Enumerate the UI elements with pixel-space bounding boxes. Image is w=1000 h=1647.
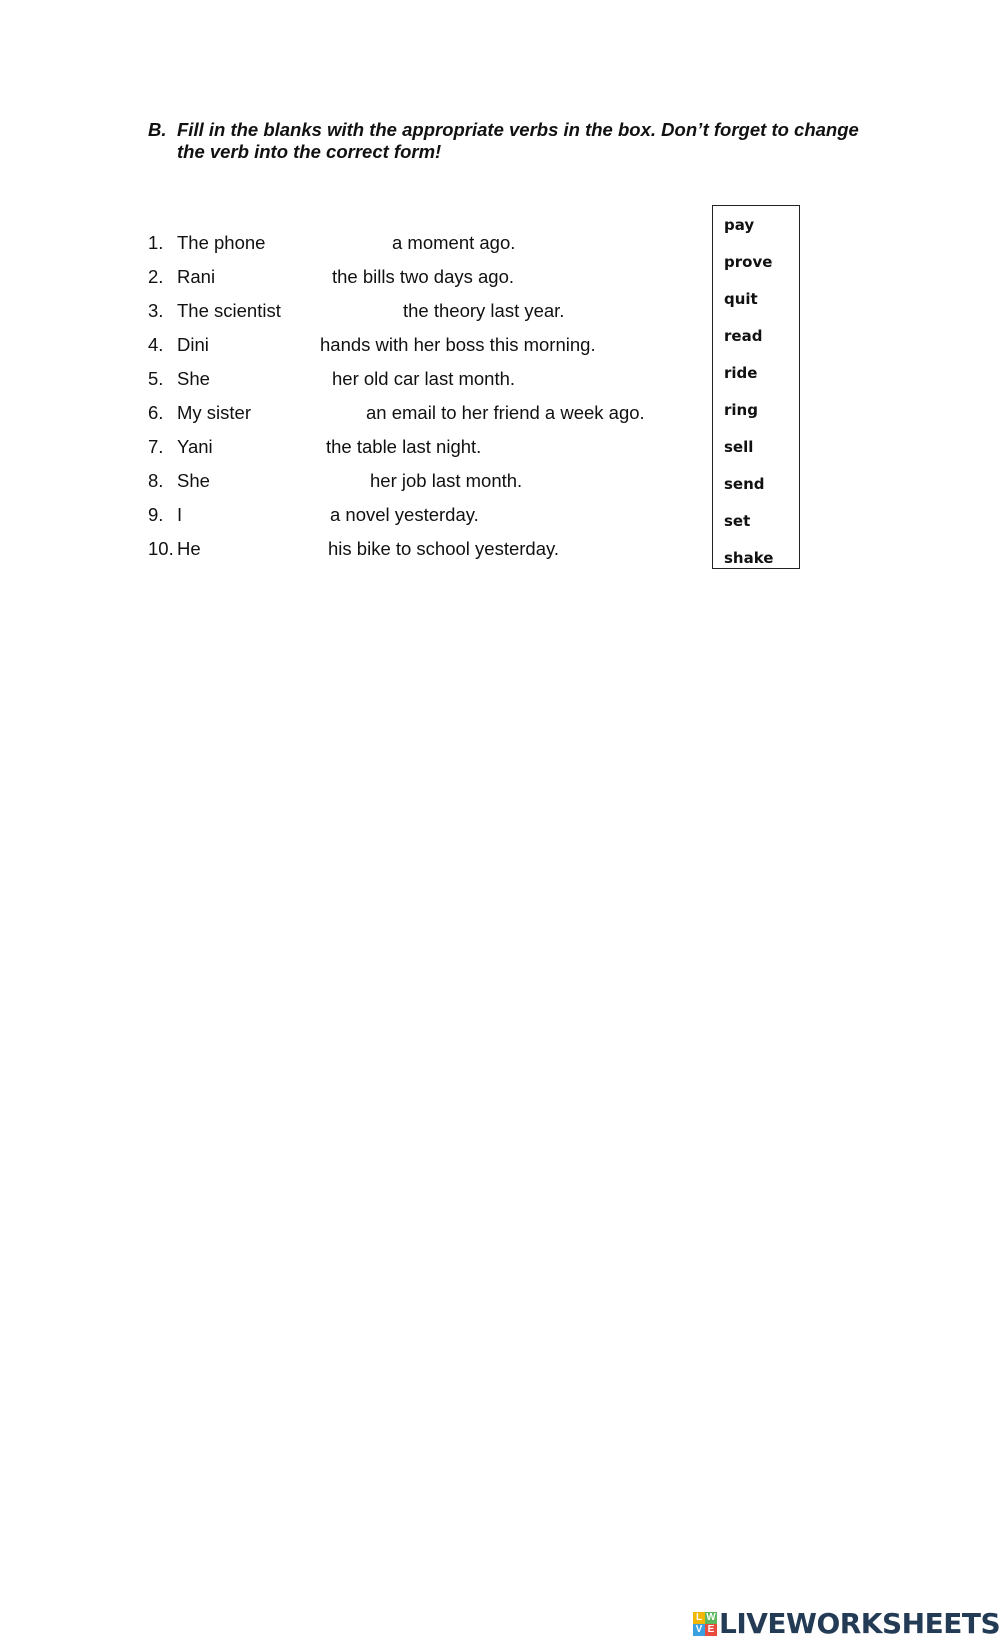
liveworksheets-logo [693,1609,1000,1639]
answer-blank-7[interactable] [226,438,322,456]
question-subject: She [177,470,210,491]
question-number: 9. [148,504,164,525]
word-box-item: quit [724,290,758,308]
answer-blank-9[interactable] [198,506,326,524]
question-rest: an email to her friend a week ago. [366,402,645,423]
question-subject: The scientist [177,300,281,321]
instructions [148,119,868,163]
word-box-item: read [724,327,763,345]
question-number: 7. [148,436,164,457]
question-subject: The phone [177,232,266,253]
answer-blank-6[interactable] [266,404,362,422]
word-box-item: send [724,475,765,493]
question-number: 6. [148,402,164,423]
question-rest: hands with her boss this morning. [320,334,596,355]
question-rest: the table last night. [326,436,482,457]
question-rest: the bills two days ago. [332,266,515,287]
question-rest: a moment ago. [392,232,516,253]
answer-blank-8[interactable] [220,472,366,490]
question-number: 10. [148,538,174,559]
answer-blank-10[interactable] [208,540,324,558]
instructions-text: Fill in the blanks with the appropriate verbs in the box. Don’t forget to change the verb into the correct form! [177,119,859,162]
section-letter: B. [148,119,167,140]
logo-icon-letter: E [705,1624,717,1636]
liveworksheets-logo-icon [693,1612,717,1636]
logo-text: LIVEWORKSHEETS [719,1607,1000,1640]
logo-icon-letter: V [693,1624,705,1636]
word-box-item: ride [724,364,758,382]
word-box-item: prove [724,253,773,271]
question-subject: She [177,368,210,389]
question-rest: her job last month. [370,470,523,491]
question-subject: My sister [177,402,251,423]
word-box [712,205,800,569]
word-box-item: shake [724,549,774,567]
answer-blank-2[interactable] [228,268,328,286]
word-box-item: pay [724,216,755,234]
question-subject: Rani [177,266,216,287]
question-number: 1. [148,232,164,253]
question-subject: Yani [177,436,213,457]
logo-icon-letter: W [706,1612,716,1623]
answer-blank-5[interactable] [220,370,328,388]
word-box-item: set [724,512,751,530]
question-subject: Dini [177,334,209,355]
question-rest: a novel yesterday. [330,504,479,525]
question-number: 8. [148,470,164,491]
answer-blank-3[interactable] [298,302,398,320]
word-box-item: sell [724,438,754,456]
word-box-item: ring [724,401,758,419]
question-subject: He [177,538,201,559]
question-number: 3. [148,300,164,321]
question-number: 4. [148,334,164,355]
question-rest: her old car last month. [332,368,516,389]
answer-blank-4[interactable] [220,336,316,354]
question-rest: his bike to school yesterday. [328,538,560,559]
question-number: 5. [148,368,164,389]
question-number: 2. [148,266,164,287]
question-rest: the theory last year. [403,300,565,321]
logo-icon-letter: L [693,1612,705,1624]
question-subject: I [177,504,183,525]
